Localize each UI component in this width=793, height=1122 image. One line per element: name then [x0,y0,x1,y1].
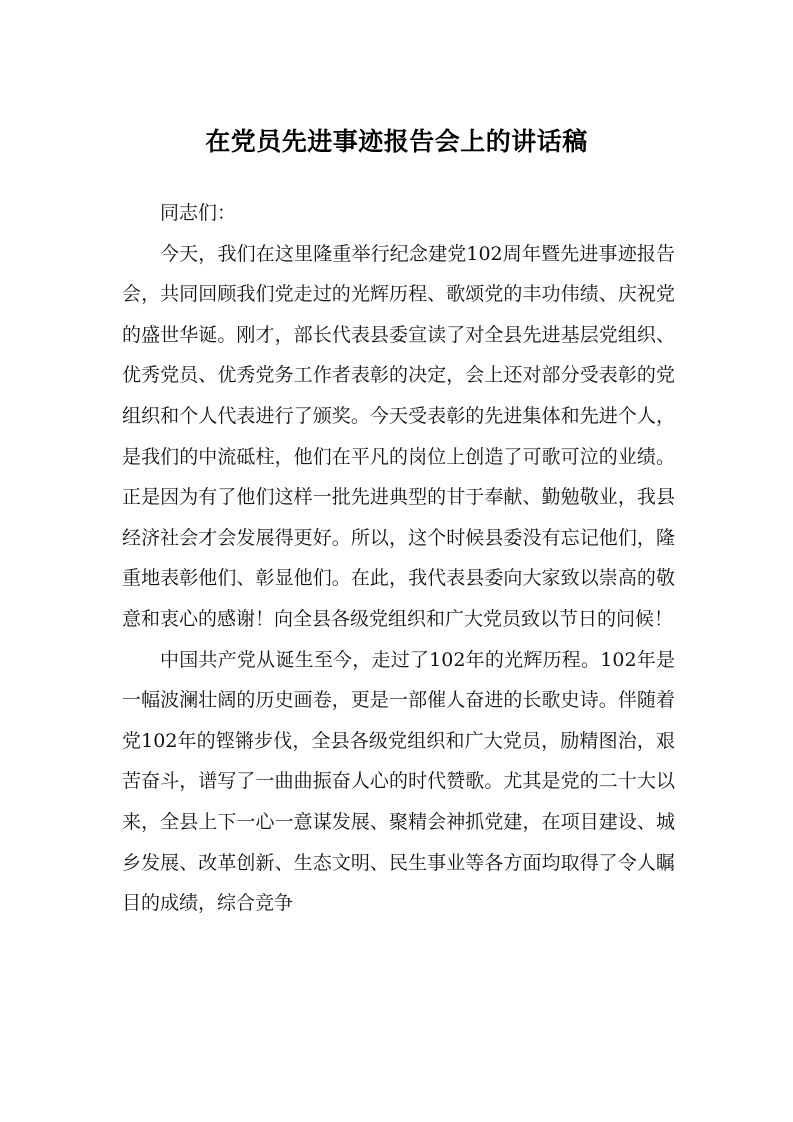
salutation: 同志们： [160,202,237,224]
document-title: 在党员先进事迹报告会上的讲话稿 [205,127,588,156]
paragraph-1: 今天，我们在这里隆重举行纪念建党102周年暨先进事迹报告会，共同回顾我们党走过的光辉历程、歌颂党的丰功伟绩、庆祝党的盛世华诞。刚才，部长代表县委宣读了对全县先进基层党组织、优秀党员、优秀党务工作者表彰的决定，会上还对部分受表彰的党组织和个人代表进行了颁奖。今天受表彰的先进集体和先进个人，是我们的中流砥柱，他们在平凡的岗位上创造了可歌可泣的业绩。正是因为有了他们这样一批先进典型的甘于奉献、勤勉敬业，我县经济社会才会发展得更好。所以，这个时候县委没有忘记他们，隆重地表彰他们、彰显他们。在此，我代表县委向大家致以崇高的敬意和衷心的感谢！向全县各级党组织和广大党员致以节日的问候！ [122,242,675,630]
paragraph-2: 中国共产党从诞生至今，走过了102年的光辉历程。102年是一幅波澜壮阔的历史画卷，更是一部催人奋进的长歌史诗。伴随着党102年的铿锵步伐，全县各级党组织和广大党员，励精图治，艰苦奋斗，谱写了一曲曲振奋人心的时代赞歌。尤其是党的二十大以来，全县上下一心一意谋发展、聚精会神抓党建，在项目建设、城乡发展、改革创新、生态文明、民生事业等各方面均取得了令人瞩目的成绩，综合竞争 [122,648,675,915]
document-body [122,193,675,924]
